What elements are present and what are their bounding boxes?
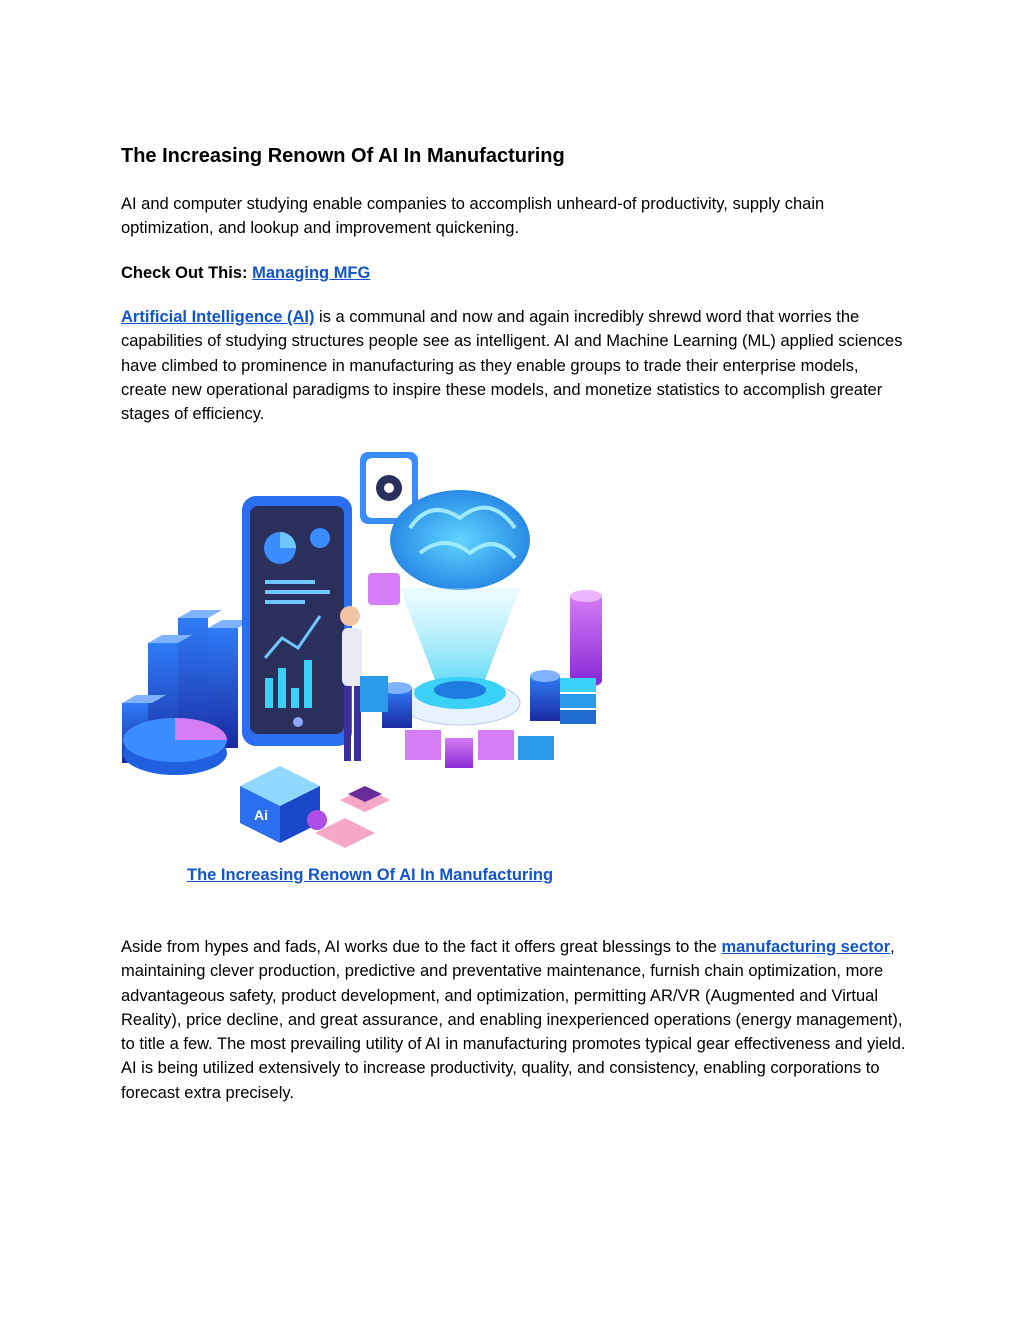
ai-definition-text: is a communal and now and again incredibly shrewd word that worries the capabilities of studying structures people see as intelligent. AI and Machine Learning (ML) applied sciences have climbed to prominence in manufacturing as they enable groups to trade their enterprise models, create new operational paradigms to inspire these models, and monetize statistics to accomplish greater stages of efficiency. — [121, 308, 903, 424]
cube-row-bottom — [405, 730, 554, 768]
ai-definition-paragraph — [121, 305, 906, 426]
ai-manufacturing-illustration — [120, 448, 620, 863]
small-gear-icon — [307, 810, 327, 830]
cylinder-blue-right — [530, 670, 560, 721]
check-out-label: Check Out This: — [121, 264, 248, 282]
manufacturing-sector-link[interactable]: manufacturing sector — [721, 938, 891, 956]
cylinder-tall-right — [570, 590, 602, 687]
article-title: The Increasing Renown Of AI In Manufacturing — [121, 145, 565, 167]
managing-mfg-link[interactable]: Managing MFG — [252, 264, 371, 282]
ai-chip-box — [240, 766, 320, 843]
tablet-device — [242, 496, 352, 746]
artificial-intelligence-link[interactable]: Artificial Intelligence (AI) — [121, 308, 315, 326]
ai-badge-text: Ai — [254, 807, 268, 823]
image-caption-link[interactable]: The Increasing Renown Of AI In Manufacturing — [187, 866, 554, 884]
check-out-line — [121, 261, 906, 285]
cube-stack-right — [560, 678, 596, 724]
cube-stack-mid — [360, 676, 388, 712]
benefits-text-end: , maintaining clever production, predictive and preventative maintenance, furnish chain optimization, more advantageous safety, product development, and optimization, permitting AR/VR (Augmented and Virtual Reality), price decline, and great assurance, and enabling inexperienced operations (energy management), to title a few. The most prevailing utility of AI in manufacturing promotes typical gear effectiveness and yield. AI is being utilized extensively to increase productivity, quality, and consistency, enabling corporations to forecast extra precisely. — [121, 938, 906, 1102]
pie-chart-disc — [123, 718, 227, 775]
benefits-paragraph — [121, 935, 906, 1105]
benefits-text-start: Aside from hypes and fads, AI works due to the fact it offers great blessings to the — [121, 938, 722, 956]
mini-panel — [368, 573, 400, 605]
intro-paragraph: AI and computer studying enable companies to accomplish unheard-of productivity, supply chain optimization, and lookup and improvement quickening. — [121, 195, 825, 238]
